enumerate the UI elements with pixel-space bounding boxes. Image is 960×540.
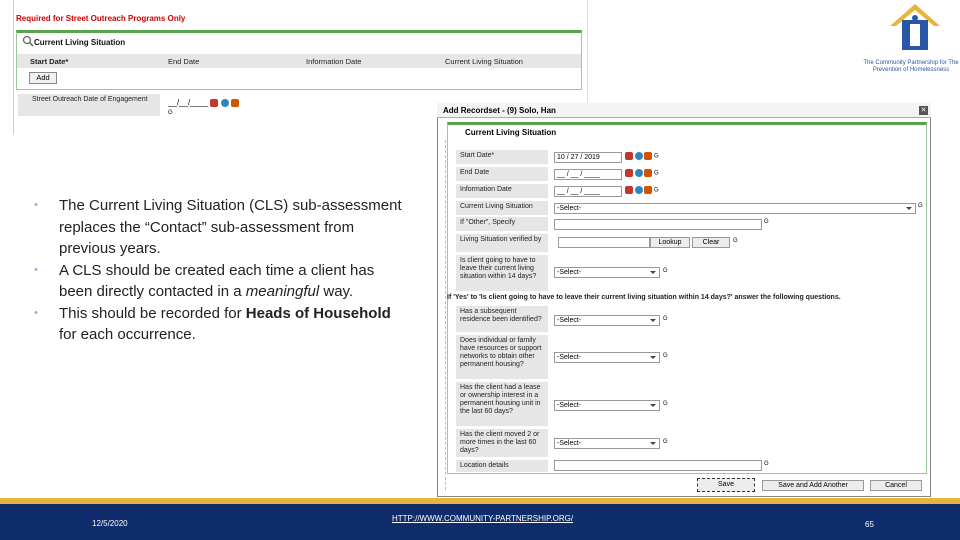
field-label-verified-by: Living Situation verified by xyxy=(456,234,548,252)
cls-section-title: Current Living Situation xyxy=(34,38,126,47)
field-label-location-details: Location details xyxy=(456,460,548,472)
clear-button[interactable]: Clear xyxy=(692,237,730,248)
field-label-lease-ownership: Has the client had a lease or ownership interest in a permanent housing unit in the last 60 days? xyxy=(456,382,548,426)
leave-14-days-select[interactable]: -Select- xyxy=(554,267,660,278)
bullet-item xyxy=(34,260,404,303)
bullet-dot: • xyxy=(34,263,38,276)
cancel-button[interactable]: Cancel xyxy=(870,480,922,491)
field-label-information-date: Information Date xyxy=(456,184,548,198)
engagement-date-field[interactable] xyxy=(168,98,244,116)
g-mark: G xyxy=(663,316,668,322)
bullet-text: A CLS should be created each time a client has been directly contacted in a xyxy=(59,261,375,300)
save-button[interactable]: Save xyxy=(697,478,755,492)
g-mark: G xyxy=(918,203,923,209)
clock-icon[interactable] xyxy=(644,152,652,160)
field-label-end-date: End Date xyxy=(456,167,548,181)
g-mark: G xyxy=(733,238,738,244)
end-date-input[interactable]: __ / __ / ____ xyxy=(554,169,622,180)
search-icon xyxy=(22,35,34,47)
field-label-living-situation: Current Living Situation xyxy=(456,201,548,215)
clock-icon[interactable] xyxy=(231,99,239,107)
bullet-dot: • xyxy=(34,199,38,211)
dialog-title: Add Recordset - (9) Solo, Han xyxy=(437,103,931,118)
g-mark: G xyxy=(663,401,668,407)
g-mark: G xyxy=(654,187,659,194)
g-mark: G xyxy=(764,461,769,467)
other-specify-input[interactable] xyxy=(554,219,762,230)
g-mark: G xyxy=(168,110,173,116)
date-icons[interactable] xyxy=(625,186,659,194)
bullet-text-end: way. xyxy=(319,283,354,300)
engagement-date-label: Street Outreach Date of Engagement xyxy=(18,94,160,116)
bullet-list xyxy=(34,195,404,346)
g-mark: G xyxy=(764,219,769,225)
lookup-button[interactable]: Lookup xyxy=(650,237,690,248)
start-date-input[interactable]: 10 / 27 / 2019 xyxy=(554,152,622,163)
calendar-icon[interactable] xyxy=(625,186,633,194)
field-label-subsequent-residence: Has a subsequent residence been identified? xyxy=(456,306,548,332)
refresh-icon[interactable] xyxy=(635,186,643,194)
refresh-icon[interactable] xyxy=(635,152,643,160)
information-date-input[interactable]: __ / __ / ____ xyxy=(554,186,622,197)
dialog-left-edge xyxy=(438,140,446,490)
field-label-moved-twice: Has the client moved 2 or more times in the last 60 days? xyxy=(456,429,548,457)
bullet-text: This should be recorded for xyxy=(59,304,246,322)
logo-caption: The Community Partnership for The Prevention of Homelessness xyxy=(863,60,959,73)
footer-date: 12/5/2020 xyxy=(92,519,128,528)
support-networks-select[interactable]: -Select- xyxy=(554,352,660,363)
date-input[interactable]: __/__/____ xyxy=(168,98,209,107)
field-label-start-date: Start Date* xyxy=(456,150,548,164)
living-situation-select[interactable]: -Select- xyxy=(554,203,916,214)
subsequent-residence-select[interactable]: -Select- xyxy=(554,315,660,326)
save-and-add-another-button[interactable]: Save and Add Another xyxy=(762,480,864,491)
moved-twice-select[interactable]: -Select- xyxy=(554,438,660,449)
field-label-other-specify: If "Other", Specify xyxy=(456,217,548,231)
clock-icon[interactable] xyxy=(644,186,652,194)
bullet-bold: Heads of Household xyxy=(245,304,391,322)
close-icon[interactable]: ✕ xyxy=(920,107,927,114)
column-header-start-date[interactable]: Start Date* xyxy=(30,57,69,66)
g-mark: G xyxy=(654,153,659,160)
refresh-icon[interactable] xyxy=(221,99,229,107)
add-button[interactable]: Add xyxy=(29,72,57,84)
bullet-item xyxy=(34,303,404,346)
field-label-leave-14-days: Is client going to have to leave their current living situation within 14 days? xyxy=(456,255,548,291)
bullet-dot: • xyxy=(34,306,38,319)
column-header-living-situation[interactable]: Current Living Situation xyxy=(445,57,523,66)
screenshot-left-rule xyxy=(0,0,14,134)
g-mark: G xyxy=(663,268,668,274)
bullet-item xyxy=(34,195,404,260)
date-icons[interactable] xyxy=(625,152,659,160)
clock-icon[interactable] xyxy=(644,169,652,177)
column-header-information-date[interactable]: Information Date xyxy=(306,57,362,66)
calendar-icon[interactable] xyxy=(625,169,633,177)
column-header-end-date[interactable]: End Date xyxy=(168,57,200,66)
location-details-input[interactable] xyxy=(554,460,762,471)
g-mark: G xyxy=(654,170,659,177)
refresh-icon[interactable] xyxy=(635,169,643,177)
bullet-emphasis: meaningful xyxy=(245,283,320,300)
dialog-section-title: Current Living Situation xyxy=(465,128,557,137)
bullet-text: The Current Living Situation (CLS) sub-assessment replaces the “Contact” sub-assessment from previous years. xyxy=(59,197,402,257)
date-icons[interactable] xyxy=(625,169,659,177)
followup-instruction: If 'Yes' to 'Is client going to have to leave their current living situation within 14 days?' answer the following questions. xyxy=(447,294,841,301)
g-mark: G xyxy=(663,439,668,445)
footer-url-link[interactable]: HTTP://WWW.COMMUNITY-PARTNERSHIP.ORG/ xyxy=(392,514,574,523)
calendar-icon[interactable] xyxy=(210,99,218,107)
bullet-text-end: for each occurrence. xyxy=(59,326,196,343)
page-number: 65 xyxy=(865,520,874,529)
g-mark: G xyxy=(663,353,668,359)
verified-by-input[interactable] xyxy=(558,237,650,248)
field-label-support-networks: Does individual or family have resources or support networks to obtain other permanent housing? xyxy=(456,335,548,379)
required-note: Required for Street Outreach Programs Only xyxy=(16,14,186,23)
lease-ownership-select[interactable]: -Select- xyxy=(554,400,660,411)
calendar-icon[interactable] xyxy=(625,152,633,160)
